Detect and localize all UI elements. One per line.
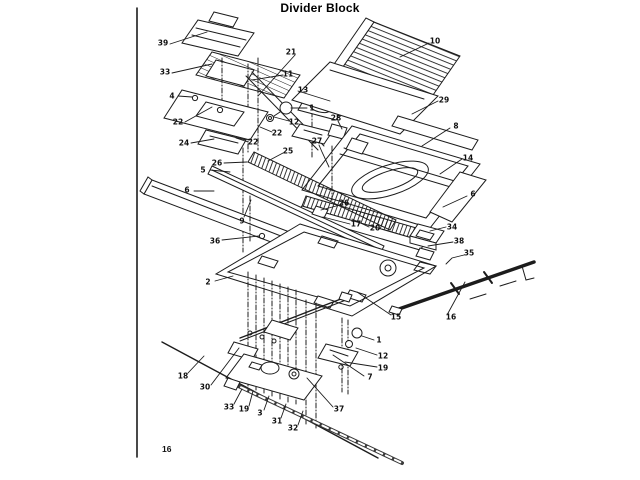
page-title: Divider Block	[280, 1, 360, 15]
page-number: 16	[162, 444, 172, 454]
part-callout-3: 3	[257, 408, 263, 418]
part-callout-6: 6	[184, 185, 190, 195]
part-callout-33: 33	[159, 67, 171, 77]
part-callout-4: 4	[169, 91, 175, 101]
part-callout-26: 26	[211, 158, 223, 168]
part-callout-31: 31	[271, 416, 283, 426]
part-callout-24: 24	[178, 138, 190, 148]
part-callout-27: 27	[311, 136, 323, 146]
part-callout-11: 11	[282, 69, 294, 79]
part-callout-18: 18	[177, 371, 189, 381]
bottom-rails	[162, 342, 402, 463]
part-callout-19: 19	[377, 363, 389, 373]
part-callout-13: 13	[297, 85, 309, 95]
part-callout-37: 37	[333, 404, 345, 414]
part-callout-28: 28	[330, 113, 342, 123]
part-callout-8: 8	[453, 121, 459, 131]
part-callout-39: 39	[157, 38, 169, 48]
part-callout-12: 12	[377, 351, 389, 361]
part-callout-20: 20	[369, 223, 381, 233]
part-callout-17: 17	[350, 219, 362, 229]
part-callout-1: 1	[309, 103, 315, 113]
part-callout-22: 22	[271, 128, 283, 138]
part-callout-36: 36	[209, 236, 221, 246]
part-callout-7: 7	[367, 372, 373, 382]
part-callout-9: 9	[239, 216, 245, 226]
part-callout-22: 22	[172, 117, 184, 127]
part-callout-29: 29	[438, 95, 450, 105]
part-callout-30: 30	[199, 382, 211, 392]
mount-block	[410, 224, 444, 260]
part-callout-16: 16	[445, 312, 457, 322]
part-callout-26: 26	[338, 198, 350, 208]
part-callout-21: 21	[285, 47, 297, 57]
part-callout-33: 33	[223, 402, 235, 412]
part-callout-5: 5	[200, 165, 206, 175]
part-callout-38: 38	[453, 236, 465, 246]
part-callout-22: 22	[247, 137, 259, 147]
part-callout-32: 32	[287, 423, 299, 433]
part-callout-2: 2	[205, 277, 211, 287]
damper-parts	[318, 328, 362, 369]
part-callout-12: 12	[288, 117, 300, 127]
part-callout-19: 19	[238, 404, 250, 414]
part-callout-6: 6	[470, 189, 476, 199]
part-callout-25: 25	[282, 146, 294, 156]
part-callout-35: 35	[463, 248, 475, 258]
part-callout-10: 10	[429, 36, 441, 46]
part-callout-14: 14	[462, 153, 474, 163]
part-callout-1: 1	[376, 335, 382, 345]
part-callout-34: 34	[446, 222, 458, 232]
part-callout-15: 15	[390, 312, 402, 322]
